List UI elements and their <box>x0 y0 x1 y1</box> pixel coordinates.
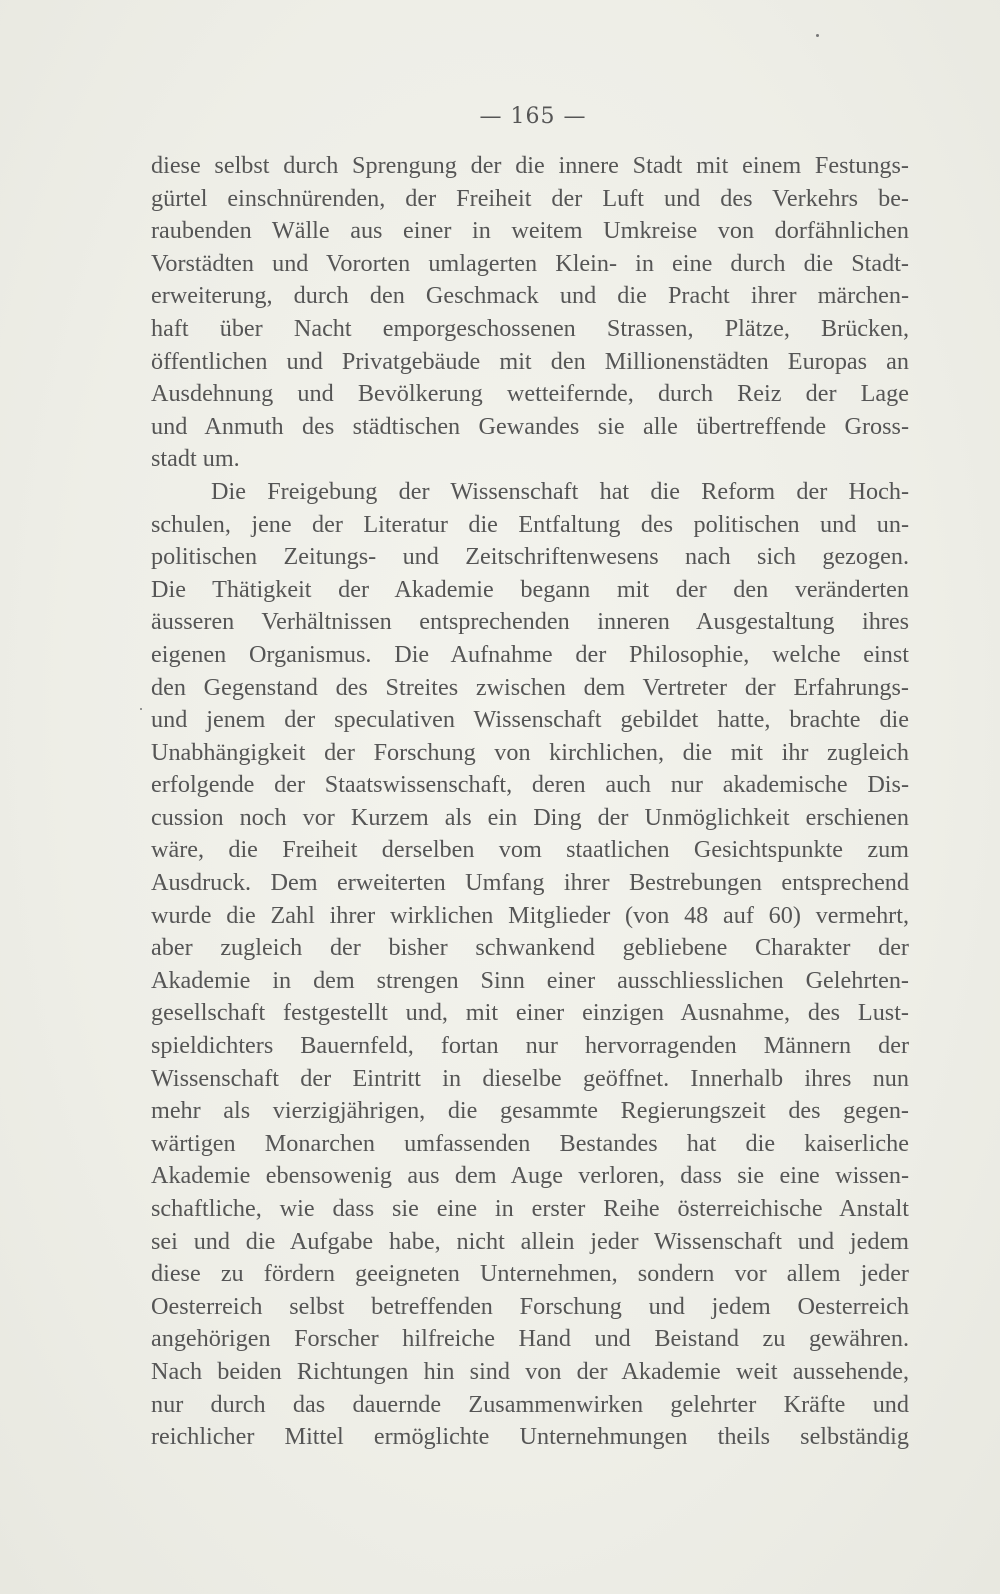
paper-speck <box>816 34 819 37</box>
text-line: den Gegenstand des Streites zwischen dem Vertreter der Erfahrungs- <box>151 673 909 701</box>
text-line: Wissenschaft der Eintritt in dieselbe geöffnet. Innerhalb ihres nun <box>151 1064 909 1092</box>
text-line: öffentlichen und Privatgebäude mit den Millionenstädten Europas an <box>151 347 909 375</box>
text-line: schaftliche, wie dass sie eine in erster Reihe österreichische Anstalt <box>151 1195 909 1222</box>
text-line: aber zugleich der bisher schwankend gebliebene Charakter der <box>151 934 909 962</box>
text-line: eigenen Organismus. Die Aufnahme der Philosophie, welche einst <box>151 640 909 668</box>
text-line: gürtel einschnürenden, der Freiheit der Luft und des Verkehrs be- <box>151 184 909 212</box>
text-line: Nach beiden Richtungen hin sind von der Akademie weit aussehende, <box>151 1357 909 1385</box>
text-line: nur durch das dauernde Zusammenwirken gelehrter Kräfte und <box>151 1390 909 1418</box>
text-line: gesellschaft festgestellt und, mit einer einzigen Ausnahme, des Lust- <box>151 999 909 1027</box>
text-line: Ausdehnung und Bevölkerung wetteifernde, durch Reiz der Lage <box>151 380 909 408</box>
text-line: spieldichters Bauernfeld, fortan nur hervorragenden Männern der <box>151 1032 909 1060</box>
text-line: Vorstädten und Vororten umlagerten Klein- in eine durch die Stadt- <box>151 249 909 277</box>
text-line: erfolgende der Staatswissenschaft, deren auch nur akademische Dis- <box>151 771 909 799</box>
text-line: diese selbst durch Sprengung der die innere Stadt mit einem Festungs- <box>151 152 909 179</box>
text-line: und Anmuth des städtischen Gewandes sie alle übertreffende Gross- <box>151 412 909 440</box>
text-line: wurde die Zahl ihrer wirklichen Mitglieder (von 48 auf 60) vermehrt, <box>151 901 909 929</box>
paragraph-1 <box>151 150 909 476</box>
text-line: mehr als vierzigjährigen, die gesammte Regierungszeit des gegen- <box>151 1097 909 1125</box>
text-line: Akademie ebensowenig aus dem Auge verloren, dass sie eine wissen- <box>151 1162 909 1190</box>
text-line: wäre, die Freiheit derselben vom staatlichen Gesichtspunkte zum <box>151 836 909 864</box>
text-line: schulen, jene der Literatur die Entfaltung des politischen und un- <box>151 510 909 538</box>
body-text <box>151 150 909 1454</box>
text-line: haft über Nacht emporgeschossenen Strassen, Plätze, Brücken, <box>151 314 909 342</box>
text-line: Die Thätigkeit der Akademie begann mit der den veränderten <box>151 575 909 603</box>
text-line: stadt um. <box>151 445 240 473</box>
text-line: erweiterung, durch den Geschmack und die Pracht ihrer märchen- <box>151 282 909 310</box>
text-line: diese zu fördern geeigneten Unternehmen, sondern vor allem jeder <box>151 1260 909 1288</box>
text-line: wärtigen Monarchen umfassenden Bestandes hat die kaiserliche <box>151 1129 909 1157</box>
text-line: Die Freigebung der Wissenschaft hat die Reform der Hoch- <box>211 477 909 505</box>
text-line: reichlicher Mittel ermöglichte Unternehmungen theils selbständig <box>151 1423 909 1451</box>
text-line: angehörigen Forscher hilfreiche Hand und Beistand zu gewähren. <box>151 1325 909 1353</box>
text-line: Akademie in dem strengen Sinn einer ausschliesslichen Gelehrten- <box>151 966 909 994</box>
text-line: raubenden Wälle aus einer in weitem Umkreise von dorfähnlichen <box>151 217 909 245</box>
text-line: Ausdruck. Dem erweiterten Umfang ihrer Bestrebungen entsprechend <box>151 869 909 897</box>
paragraph-2 <box>151 476 909 1454</box>
text-line: Oesterreich selbst betreffenden Forschung und jedem Oesterreich <box>151 1292 909 1320</box>
text-line: äusseren Verhältnissen entsprechenden inneren Ausgestaltung ihres <box>151 608 909 636</box>
text-line: und jenem der speculativen Wissenschaft gebildet hatte, brachte die <box>151 706 909 734</box>
text-line: cussion noch vor Kurzem als ein Ding der Unmöglichkeit erschienen <box>151 803 909 831</box>
page-number: — 165 — <box>479 104 587 129</box>
text-line: sei und die Aufgabe habe, nicht allein jeder Wissenschaft und jedem <box>151 1227 909 1255</box>
text-line: Unabhängigkeit der Forschung von kirchlichen, die mit ihr zugleich <box>151 738 909 766</box>
text-line: politischen Zeitungs- und Zeitschriftenwesens nach sich gezogen. <box>151 543 909 571</box>
paper-speck <box>140 708 142 710</box>
